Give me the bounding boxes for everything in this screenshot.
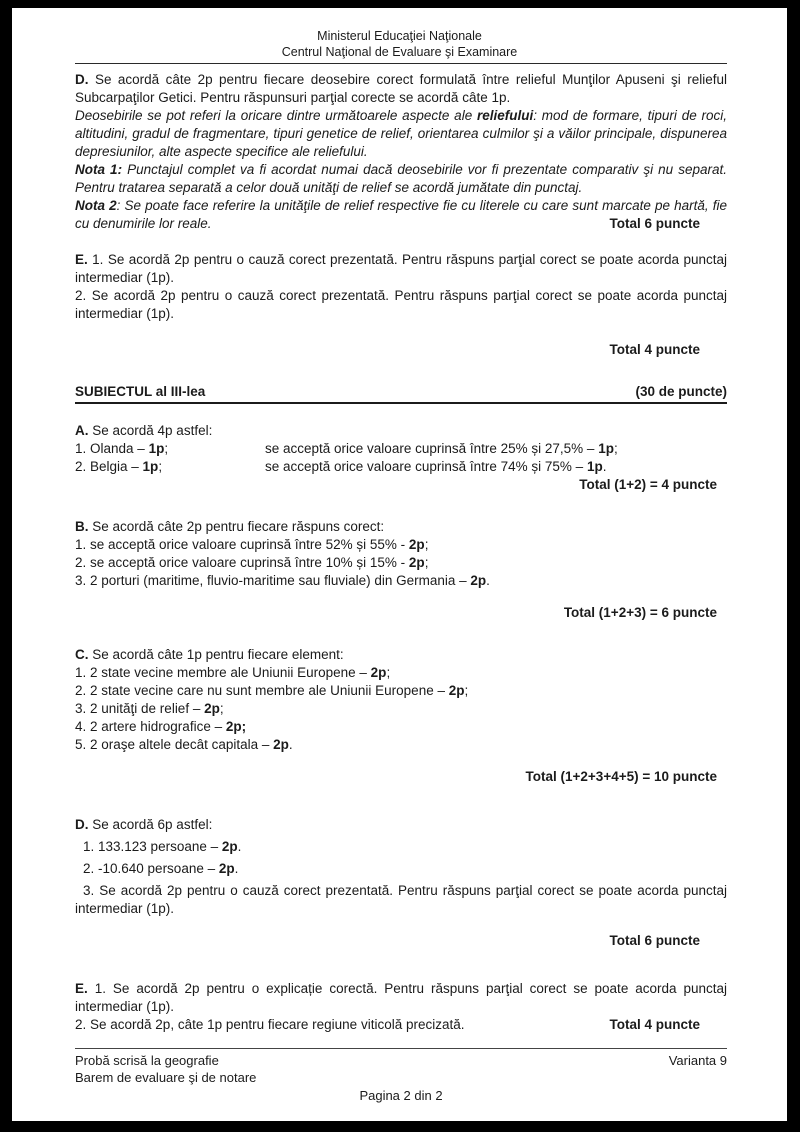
s3-b-label: B.: [75, 519, 89, 534]
subject3-heading: [75, 383, 727, 404]
s3-b-item2-points: 2p: [408, 555, 425, 570]
s2-d-label: D.: [75, 72, 89, 87]
s3-e-item2-text: 2. Se acordă 2p, câte 1p pentru fiecare regiune viticolă precizată.: [75, 1017, 465, 1032]
s3-c-item: [75, 736, 727, 754]
s3-a-total: Total (1+2) = 4 puncte: [579, 477, 717, 492]
s3-a-row1-c2: se acceptă orice valoare cuprinsă între 25% și 27,5% –: [265, 441, 599, 456]
s3-c-total: Total (1+2+3+4+5) = 10 puncte: [525, 769, 717, 784]
s3-d-item1-text: 1. 133.123 persoane –: [83, 839, 222, 854]
s3-c-item5-suffix: .: [288, 737, 293, 752]
s3-b-item1-suffix: ;: [424, 537, 429, 552]
s2-d-intro: [75, 71, 727, 107]
s2-d-details-pre: Deosebirile se pot referi la oricare dintre următoarele aspecte ale: [75, 108, 477, 123]
s3-d-item1-points: 2p: [221, 839, 238, 854]
s3-c-intro-text: Se acordă câte 1p pentru fiecare element:: [88, 647, 344, 662]
s2-d-details-post: : mod de formare, tipuri de roci, altitudini, gradul de fragmentare, tipuri genetice de relief, orientarea culmilor şi a văilor principale, dispunerea depresiunilor, alte aspecte specifice ale reliefului.: [75, 108, 727, 159]
subject3-title: SUBIECTUL al III-lea: [75, 384, 206, 399]
s3-e-item1-text: 1. Se acordă 2p pentru o explicație corectă. Pentru răspuns parţial corect se poate acorda punctaj intermediar (1p).: [75, 981, 727, 1014]
s3-c-item: [75, 664, 727, 682]
header-center: Centrul Naţional de Evaluare şi Examinare: [281, 45, 518, 59]
s2-d-text: Se acordă câte 2p pentru fiecare deosebire corect formulată între relieful Munţilor Apuseni şi relieful Subcarpaţilor Getici. Pentru răspunsuri parţial corecte se acordă câte 1p.: [75, 72, 727, 105]
s3-b-item: [75, 554, 727, 572]
s3-b-item1-text: 1. se acceptă orice valoare cuprinsă între 52% și 55% -: [75, 537, 409, 552]
s3-c-item2-suffix: ;: [464, 683, 469, 698]
s2-e-item1: [75, 251, 727, 287]
footer-divider: [75, 1048, 727, 1049]
footer-page-number: Pagina 2 din 2: [359, 1088, 443, 1103]
s2-d-nota1-text: Punctajul complet va fi acordat numai dacă deosebirile vor fi prezentate comparativ şi nu separat. Pentru tratarea separată a celor două unităţi de relief se acordă jumătate din punctaj.: [75, 162, 727, 195]
s3-a-row1-left: [75, 440, 265, 458]
s2-d-nota2-text: : Se poate face referire la unităţile de relief respective fie cu literele cu care sunt marcate pe hartă, fie cu denumirile lor reale.: [75, 198, 727, 231]
s3-a-row2-c1-points: 1p: [142, 459, 159, 474]
s3-b-item: [75, 572, 727, 590]
s3-c-item: [75, 718, 727, 736]
s3-c-item4-text: 4. 2 artere hidrografice –: [75, 719, 226, 734]
s3-d-item2: [75, 860, 727, 878]
s3-a-row1-c1-suffix: ;: [164, 441, 169, 456]
header-ministry: Ministerul Educaţiei Naţionale: [317, 29, 482, 43]
s2-d-details: [75, 107, 727, 161]
s2-d-nota2-label: Nota 2: [75, 198, 117, 213]
s3-c-item3-text: 3. 2 unităţi de relief –: [75, 701, 205, 716]
footer-row: [75, 1052, 727, 1086]
s3-c-item: [75, 700, 727, 718]
s3-b-item2-text: 2. se acceptă orice valoare cuprinsă între 10% și 15% -: [75, 555, 409, 570]
s3-b-item1-points: 2p: [408, 537, 425, 552]
document-header: [12, 8, 787, 60]
s3-a-row1-c2-points: 1p: [598, 441, 614, 456]
s3-d-total: Total 6 puncte: [609, 933, 700, 948]
s2-e-label: E.: [75, 252, 88, 267]
s3-e-item1: [75, 980, 727, 1016]
s3-b-intro-text: Se acordă câte 2p pentru fiecare răspuns corect:: [88, 519, 385, 534]
footer-doc-type: Barem de evaluare şi de notare: [75, 1070, 257, 1085]
s3-d-item1: [75, 838, 727, 856]
s2-e-item1-text: 1. Se acordă 2p pentru o cauză corect prezentată. Pentru răspuns parţial corect se poate acorda punctaj intermediar (1p).: [75, 252, 727, 285]
s3-a-row1-c1-points: 1p: [148, 441, 165, 456]
s3-c-item2-text: 2. 2 state vecine care nu sunt membre ale Uniunii Europene –: [75, 683, 449, 698]
s3-a-row1-c2-suffix: ;: [613, 441, 618, 456]
footer-variant: Varianta 9: [668, 1053, 727, 1068]
s3-a-row2-c1-suffix: ;: [158, 459, 163, 474]
s2-d-details-bold: reliefului: [476, 108, 534, 123]
s3-d-item2-suffix: .: [234, 861, 239, 876]
s3-c-item1-points: 2p: [370, 665, 387, 680]
s3-a-row2-c1: 2. Belgia –: [75, 459, 143, 474]
s3-d-item2-text: 2. -10.640 persoane –: [83, 861, 219, 876]
s3-c-item5-points: 2p: [273, 737, 289, 752]
s3-d-intro-text: Se acordă 6p astfel:: [88, 817, 213, 832]
s3-a-row2-c2-points: 1p: [586, 459, 603, 474]
s3-a-row1-right: [265, 440, 727, 458]
s3-a-row2-c2: se acceptă orice valoare cuprinsă între 74% și 75% –: [265, 459, 587, 474]
s3-a-row2-left: [75, 458, 265, 476]
s3-c-item5-text: 5. 2 oraşe altele decât capitala –: [75, 737, 274, 752]
footer-left: [75, 1052, 256, 1086]
s3-b-item: [75, 536, 727, 554]
s3-a-row1-c1: 1. Olanda –: [75, 441, 149, 456]
s3-a-row2-right: [265, 458, 727, 476]
s3-a-intro-text: Se acordă 4p astfel:: [88, 423, 213, 438]
s3-c-item2-points: 2p: [448, 683, 465, 698]
s2-e-item2: 2. Se acordă 2p pentru o cauză corect prezentată. Pentru răspuns parţial corect se poate acorda punctaj intermediar (1p).: [75, 288, 727, 321]
s3-c-intro: [75, 646, 727, 664]
s3-a-row2-c2-suffix: .: [602, 459, 607, 474]
s3-e-total: Total 4 puncte: [609, 1017, 700, 1032]
s3-c-item1-suffix: ;: [386, 665, 391, 680]
s3-c-item3-suffix: ;: [219, 701, 224, 716]
s3-b-item3-text: 3. 2 porturi (maritime, fluvio-maritime sau fluviale) din Germania –: [75, 573, 471, 588]
page-footer: [75, 1048, 727, 1104]
s3-b-total: Total (1+2+3) = 6 puncte: [563, 605, 717, 620]
s3-b-item3-suffix: .: [486, 573, 490, 588]
s3-a-row1: [75, 440, 727, 458]
s3-c-label: C.: [75, 647, 89, 662]
s3-d-intro: [75, 816, 727, 834]
s3-e-item2-row: [75, 1016, 727, 1034]
footer-exam-type: Probă scrisă la geografie: [75, 1053, 219, 1068]
subject3-points: (30 de puncte): [635, 384, 727, 399]
s3-e-label: E.: [75, 981, 88, 996]
s3-a-label: A.: [75, 423, 89, 438]
s3-b-intro: [75, 518, 727, 536]
s3-c-item1-text: 1. 2 state vecine membre ale Uniunii Europene –: [75, 665, 371, 680]
s3-d-item3: 3. Se acordă 2p pentru o cauză corect prezentată. Pentru răspuns parţial corect se poate acorda punctaj intermediar (1p).: [75, 883, 727, 916]
s2-d-nota1: [75, 161, 727, 197]
s3-a-row2: [75, 458, 727, 476]
s3-d-label: D.: [75, 817, 89, 832]
s3-d-item1-suffix: .: [237, 839, 242, 854]
s3-d-item2-points: 2p: [218, 861, 235, 876]
s3-b-item2-suffix: ;: [424, 555, 429, 570]
document-body: [12, 64, 787, 1034]
s2-d-nota1-label: Nota 1:: [75, 162, 123, 177]
s2-d-nota2: [75, 197, 727, 233]
s3-c-item3-points: 2p: [204, 701, 220, 716]
s3-b-item3-points: 2p: [470, 573, 487, 588]
s2-d-total: Total 6 puncte: [609, 216, 700, 231]
s2-e-total: Total 4 puncte: [609, 342, 700, 357]
s3-c-item: [75, 682, 727, 700]
s3-c-item4-points: 2p;: [225, 719, 247, 734]
s3-a-intro: [75, 422, 727, 440]
